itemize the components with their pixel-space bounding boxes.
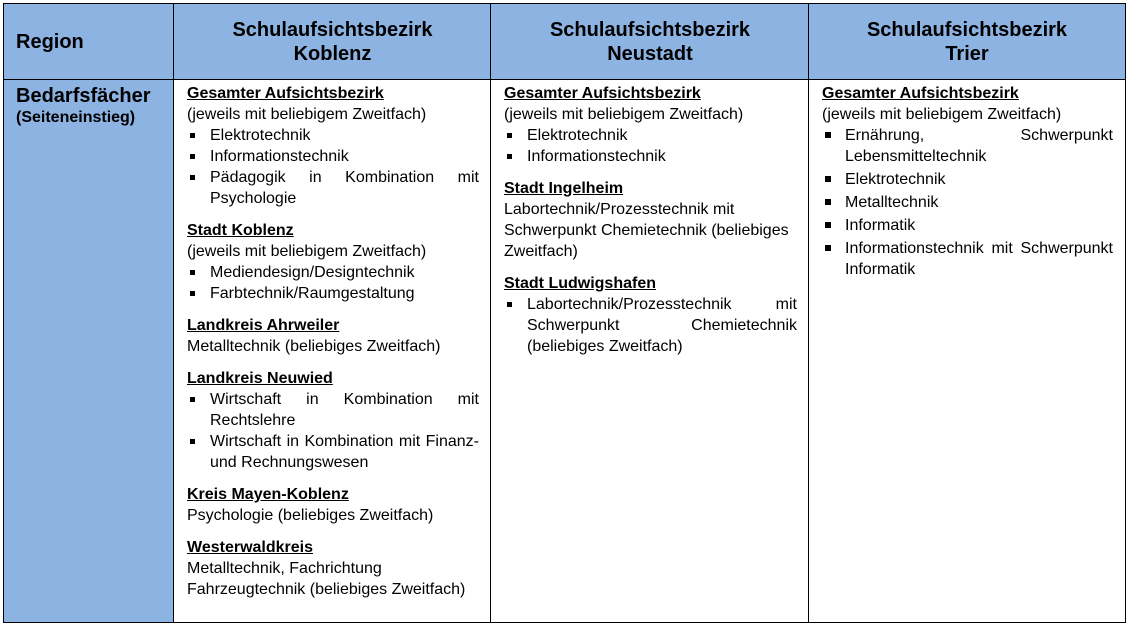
section-heading: Westerwaldkreis (187, 539, 313, 556)
subject-item: Wirtschaft in Kombination mit Finanz- und Rechnungswesen (187, 431, 479, 473)
header-region (4, 4, 174, 80)
section-note: Metalltechnik (beliebiges Zweitfach) (187, 338, 441, 355)
district-section (187, 537, 479, 600)
cell-neustadt (491, 80, 809, 622)
subject-list (504, 125, 797, 167)
district-section (187, 315, 479, 357)
subject-item: Informatik (822, 215, 1113, 236)
section-note: Psychologie (beliebiges Zweitfach) (187, 507, 434, 524)
header-koblenz-line2: Koblenz (293, 42, 372, 65)
subject-item: Ernährung, Schwerpunkt Lebensmitteltechnik (822, 125, 1113, 167)
side-title: Bedarfsfächer (16, 85, 151, 107)
header-neustadt (491, 4, 809, 80)
section-heading: Kreis Mayen-Koblenz (187, 486, 349, 503)
district-section (504, 83, 797, 167)
section-heading: Landkreis Ahrweiler (187, 317, 340, 334)
section-heading: Landkreis Neuwied (187, 370, 333, 387)
side-label-cell (4, 80, 174, 622)
subject-item: Informationstechnik (187, 146, 479, 167)
divider (173, 4, 174, 622)
header-koblenz-line1: Schulaufsichtsbezirk (232, 18, 433, 41)
district-section (187, 368, 479, 473)
district-section (187, 83, 479, 209)
subject-item: Farbtechnik/Raumgestaltung (187, 283, 479, 304)
section-note: (jeweils mit beliebigem Zweitfach) (822, 106, 1062, 123)
subject-item: Metalltechnik (822, 192, 1113, 213)
subject-item: Mediendesign/Designtechnik (187, 262, 479, 283)
section-note: (jeweils mit beliebigem Zweitfach) (504, 106, 744, 123)
section-note: Labortechnik/Prozesstechnik mit Schwerpunkt Chemietechnik (beliebiges Zweitfach) (504, 201, 789, 260)
section-note: Metalltechnik, Fachrichtung Fahrzeugtechnik (beliebiges Zweitfach) (187, 560, 466, 598)
subject-list (822, 125, 1113, 280)
subject-item: Wirtschaft in Kombination mit Rechtslehre (187, 389, 479, 431)
divider (490, 4, 491, 622)
section-heading: Stadt Ludwigshafen (504, 275, 656, 292)
districts-table (3, 3, 1126, 623)
section-heading: Gesamter Aufsichtsbezirk (822, 85, 1019, 102)
section-heading: Gesamter Aufsichtsbezirk (504, 85, 701, 102)
header-trier (809, 4, 1125, 80)
subject-list (187, 389, 479, 473)
district-section (504, 273, 797, 357)
side-subtitle: (Seiteneinstieg) (16, 109, 136, 126)
header-trier-line2: Trier (945, 42, 989, 65)
subject-list (504, 294, 797, 357)
cell-trier (809, 80, 1125, 622)
subject-item: Informationstechnik (504, 146, 797, 167)
subject-item: Pädagogik in Kombination mit Psychologie (187, 167, 479, 209)
section-note: (jeweils mit beliebigem Zweitfach) (187, 106, 427, 123)
section-heading: Stadt Ingelheim (504, 180, 624, 197)
subject-item: Elektrotechnik (822, 169, 1113, 190)
district-section (187, 220, 479, 304)
subject-item: Labortechnik/Prozesstechnik mit Schwerpunkt Chemietechnik (beliebiges Zweitfach) (504, 294, 797, 357)
section-note: (jeweils mit beliebigem Zweitfach) (187, 243, 427, 260)
header-trier-line1: Schulaufsichtsbezirk (866, 18, 1068, 41)
subject-item: Elektrotechnik (504, 125, 797, 146)
section-heading: Gesamter Aufsichtsbezirk (187, 85, 384, 102)
subject-item: Elektrotechnik (187, 125, 479, 146)
header-neustadt-line1: Schulaufsichtsbezirk (549, 18, 751, 41)
section-heading: Stadt Koblenz (187, 222, 294, 239)
subject-list (187, 125, 479, 209)
district-section (187, 484, 479, 526)
divider (808, 4, 809, 622)
header-neustadt-line2: Neustadt (607, 42, 693, 65)
subject-item: Informationstechnik mit Schwerpunkt Informatik (822, 238, 1113, 280)
subject-list (187, 262, 479, 304)
district-section (822, 83, 1113, 280)
header-region-label: Region (16, 30, 84, 53)
district-section (504, 178, 797, 262)
header-koblenz (174, 4, 491, 80)
cell-koblenz (174, 80, 491, 622)
